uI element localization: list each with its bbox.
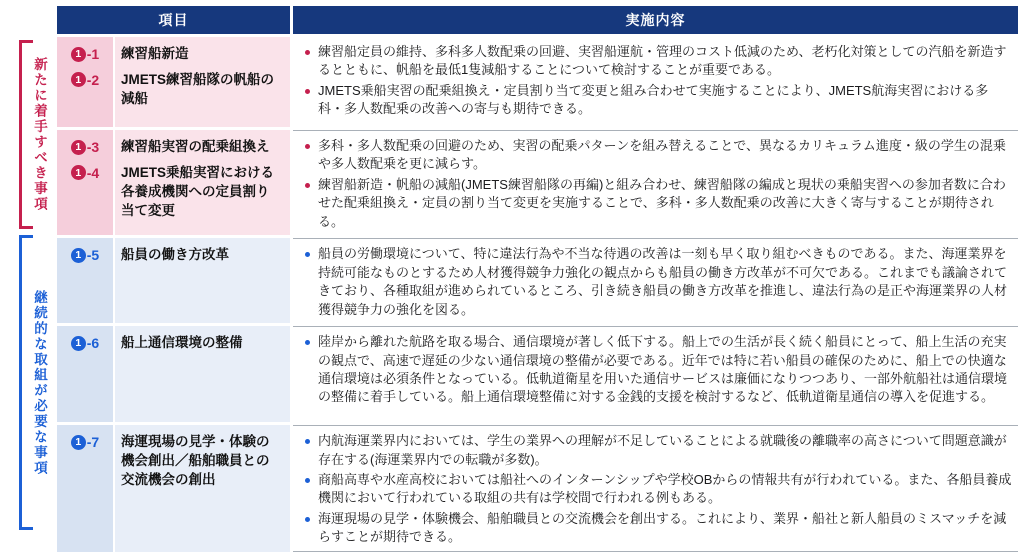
measures-table [57,6,1018,555]
list-item [57,164,290,221]
item-title: JMETS乗船実習における各養成機関への定員割り当て変更 [121,164,275,218]
item-title: 練習船実習の配乗組換え [121,139,270,154]
section-label-new-items [0,40,57,229]
column-header-item: 項目 [57,6,290,34]
table-row [57,130,1018,235]
section-label-new-items-text: 新たに着手すべき事項 [32,57,47,212]
list-item [57,138,290,157]
section-label-continuing-items [0,235,57,530]
item-cell-1-7 [57,425,290,552]
column-header-content: 実施内容 [293,6,1018,34]
list-item [57,433,290,490]
content-cell [293,37,1018,127]
table-row [57,326,1018,422]
item-number-badge: 1 -7 [57,433,113,450]
circled-number-icon: 1 [71,336,86,351]
item-number-badge: 1 -5 [57,246,113,263]
item-number-badge: 1 -3 [57,138,113,155]
bullet-icon [305,89,310,94]
list-item [57,334,290,353]
circled-number-icon: 1 [71,435,86,450]
item-cell-1-5 [57,238,290,323]
bullet-item: 海運現場の見学・体験機会、船舶職員との交流機会を創出する。これにより、業界・船社と新人船員のミスマッチを減らすことが期待できる。 [303,510,1012,547]
item-number-badge: 1 -6 [57,334,113,351]
content-cell [293,425,1018,552]
bullet-icon [305,144,310,149]
table-row [57,425,1018,552]
circled-number-icon: 1 [71,47,86,62]
circled-number-icon: 1 [71,248,86,263]
bullet-icon [305,183,310,188]
item-number-badge: 1 -2 [57,71,113,88]
table-header-row [57,6,1018,34]
list-item [57,45,290,64]
item-title: 船上通信環境の整備 [121,335,243,351]
item-cell-1-3-1-4 [57,130,290,235]
bullet-item: 多科・多人数配乗の回避のため、実習の配乗パターンを組み替えることで、異なるカリキュラム進度・級の学生の混乗や多人数配乗を更に減らす。 [303,137,1012,174]
bullet-item: JMETS乗船実習の配乗組換え・定員割り当て変更と組み合わせて実施することにより、JMETS航海実習における多科・多人数配乗の改善への寄与も期待できる。 [303,82,1012,119]
bullet-icon [305,50,310,55]
content-cell [293,238,1018,323]
list-item [57,71,290,109]
bullet-item: 商船高専や水産高校においては船社へのインターンシップや学校OBからの情報共有が行われている。また、各船員養成機関において行われている取組の共有は学校間で行われる例もある。 [303,471,1012,508]
bullet-item: 陸岸から離れた航路を取る場合、通信環境が著しく低下する。船上での生活が長く続く船員にとって、船上生活の充実の観点で、高速で遅延の少ない通信環境の整備が必要である。近年では特に若い船員の確保のために、船上での快適な通信環境は必須条件となっている。低軌道衛星を用いた通信サービスは廉価になりつつあり、一部外航船社は通信環境の整備に着手している。船上通信環境整備に対する金銭的支援を検討するなど、低軌道衛星通信の導入を促進する。 [303,333,1012,407]
circled-number-icon: 1 [71,165,86,180]
bullet-icon [305,517,310,522]
list-item [57,246,290,265]
bullet-item: 練習船新造・帆船の減船(JMETS練習船隊の再編)と組み合わせ、練習船隊の編成と現状の乗船実習への参加者数に合わせた配乗組換え・定員の割り当て変更を実施することで、多科・多人数配乗の改善に大きく寄与することが期待される。 [303,176,1012,231]
section-sidebar [0,0,57,539]
table-row [57,238,1018,323]
bullet-icon [305,478,310,483]
bullet-icon [305,340,310,345]
bullet-icon [305,252,310,257]
bullet-item: 練習船定員の維持、多科多人数配乗の回避、実習船運航・管理のコスト低減のため、老朽化対策としての汽船を新造するとともに、帆船を最低1隻減船することについて検討することが重要である。 [303,43,1012,80]
item-title: 海運現場の見学・体験の機会創出／船舶職員との交流機会の創出 [121,434,270,487]
item-title: JMETS練習船隊の帆船の減船 [121,71,275,106]
bullet-item: 内航海運業界内においては、学生の業界への理解が不足していることによる就職後の離職率の高さについて問題意識が存在する(海運業界内での転職が多数)。 [303,432,1012,469]
content-cell [293,130,1018,235]
content-cell [293,326,1018,422]
bullet-item: 船員の労働環境について、特に違法行為や不当な待遇の改善は一刻も早く取り組むべきものである。また、海運業界を持続可能なものとするため人材獲得競争力強化の観点からも船員の働き方改革が不可欠である。これまでも議論されてきており、各種取組が進められているところ、引き続き船員の働き方改革を推進し、違法行為の是正や海運業界の人材獲得競争力の強化を図る。 [303,245,1012,319]
item-number-badge: 1 -4 [57,164,113,181]
item-cell-1-6 [57,326,290,422]
item-number-badge: 1 -1 [57,45,113,62]
item-title: 練習船新造 [121,46,189,61]
bullet-icon [305,439,310,444]
item-cell-1-1-1-2 [57,37,290,127]
circled-number-icon: 1 [71,140,86,155]
section-label-continuing-items-text: 継続的な取組が必要な事項 [32,289,47,476]
table-row [57,37,1018,127]
circled-number-icon: 1 [71,72,86,87]
item-title: 船員の働き方改革 [121,247,229,263]
